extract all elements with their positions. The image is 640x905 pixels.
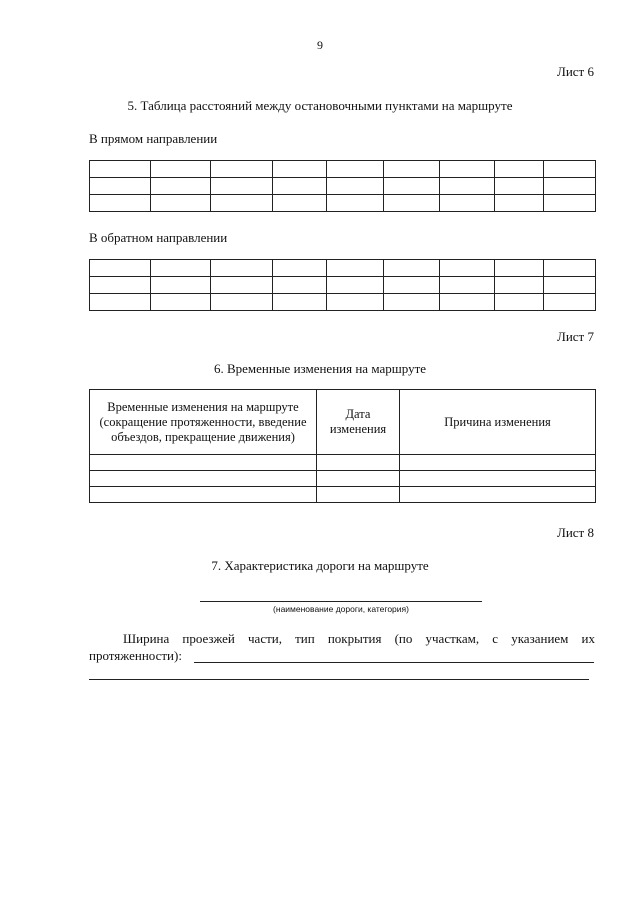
table-row <box>90 294 596 311</box>
header-reason: Причина изменения <box>400 390 596 455</box>
road-name-line <box>200 601 482 602</box>
fill-line-1 <box>194 662 594 663</box>
table-header-row <box>90 390 596 455</box>
temporary-changes-table <box>89 389 596 503</box>
temporary-changes-title: 6. Временные изменения на маршруте <box>213 361 427 376</box>
header-date: Дата изменения <box>317 390 400 455</box>
table-row <box>90 178 596 195</box>
sheet-7-label: Лист 7 <box>557 329 594 344</box>
backward-distance-table <box>89 259 596 311</box>
forward-distance-table <box>89 160 596 212</box>
table-row <box>90 260 596 277</box>
header-changes: Временные изменения на маршруте (сокращение протяженности, введение объездов, прекращение движения) <box>90 390 317 455</box>
road-characteristics-title: 7. Характеристика дороги на маршруте <box>211 558 429 573</box>
fill-line-2 <box>89 679 589 680</box>
table-row <box>90 195 596 212</box>
forward-direction-label: В прямом направлении <box>89 131 218 146</box>
backward-direction-label: В обратном направлении <box>89 230 228 245</box>
page-number: 9 <box>317 38 323 52</box>
table-row <box>90 277 596 294</box>
distance-table-title: 5. Таблица расстояний между остановочными пунктами на маршруте <box>127 98 513 113</box>
sheet-8-label: Лист 8 <box>557 525 594 540</box>
sheet-6-label: Лист 6 <box>557 64 594 79</box>
road-name-caption: (наименование дороги, категория) <box>273 604 409 614</box>
table-row <box>90 455 596 471</box>
table-row <box>90 487 596 503</box>
table-row <box>90 471 596 487</box>
table-row <box>90 161 596 178</box>
road-width-paragraph: Ширина проезжей части, тип покрытия (по участкам, с указанием их протяженности): <box>89 631 595 663</box>
